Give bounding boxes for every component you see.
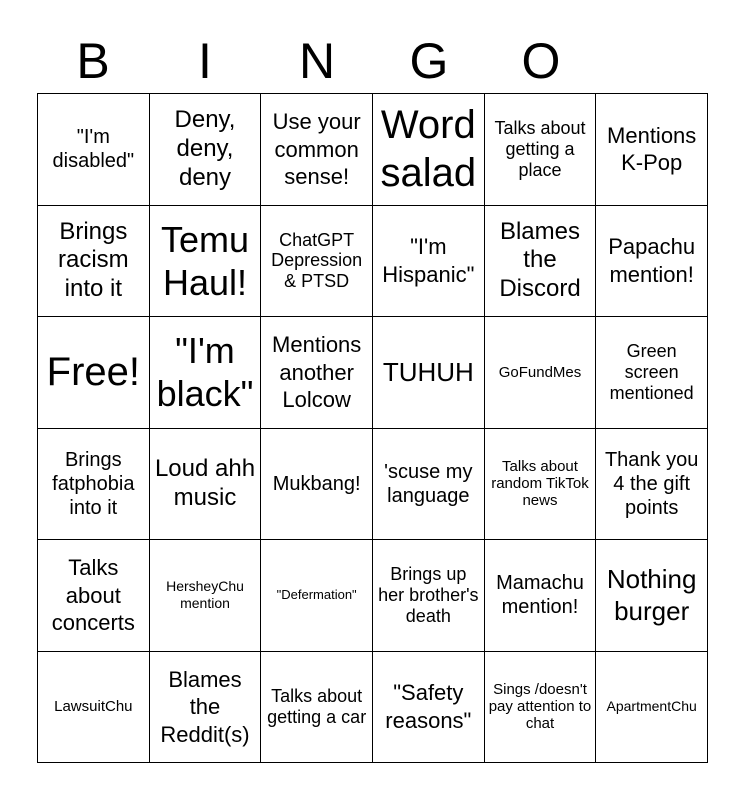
cell-text: Talks about random TikTok news — [491, 457, 589, 510]
cell-text: Blames the Reddit(s) — [160, 666, 250, 747]
cell-text: "I'm disabled" — [52, 126, 135, 173]
cell-text: "Defermation" — [276, 587, 357, 603]
bingo-cell[interactable] — [373, 652, 485, 764]
bingo-header — [37, 30, 708, 92]
bingo-cell[interactable] — [485, 94, 597, 206]
cell-text: Brings up her brother's death — [378, 564, 479, 626]
cell-text: Sings /doesn't pay attention to chat — [488, 680, 592, 733]
cell-text: Brings racism into it — [57, 217, 129, 303]
bingo-cell[interactable] — [261, 429, 373, 541]
cell-text: LawsuitChu — [54, 698, 133, 716]
cell-text: Mukbang! — [272, 472, 361, 495]
bingo-cell[interactable] — [261, 652, 373, 764]
bingo-cell[interactable] — [596, 429, 708, 541]
bingo-cell[interactable] — [150, 206, 262, 318]
cell-text: Talks about concerts — [51, 555, 135, 635]
header-letter-o: O — [521, 33, 561, 89]
bingo-cell[interactable] — [38, 206, 150, 318]
bingo-cell[interactable] — [261, 94, 373, 206]
bingo-cell[interactable] — [485, 429, 597, 541]
bingo-cell[interactable] — [373, 540, 485, 652]
cell-text: Blames the Discord — [499, 217, 581, 303]
bingo-cell[interactable] — [596, 652, 708, 764]
header-letter-b: B — [76, 33, 110, 89]
bingo-grid — [37, 93, 708, 763]
header-letter-g: G — [409, 33, 449, 89]
bingo-cell[interactable] — [150, 429, 262, 541]
cell-text: Free! — [46, 350, 140, 395]
bingo-cell[interactable] — [38, 652, 150, 764]
cell-text: "I'm Hispanic" — [382, 234, 475, 287]
bingo-cell[interactable] — [485, 317, 597, 429]
bingo-cell[interactable] — [596, 94, 708, 206]
bingo-cell[interactable] — [261, 540, 373, 652]
cell-text: Papachu mention! — [608, 234, 696, 287]
cell-text: Loud ahh music — [154, 454, 256, 511]
bingo-cell[interactable] — [150, 540, 262, 652]
bingo-cell[interactable] — [485, 540, 597, 652]
cell-text: HersheyChu mention — [166, 578, 244, 612]
cell-text: Mentions another Lolcow — [272, 332, 362, 412]
bingo-cell[interactable] — [485, 206, 597, 318]
cell-text: Talks about getting a car — [267, 686, 367, 727]
cell-text: Nothing burger — [606, 563, 697, 627]
cell-text: Deny, deny, deny — [174, 106, 236, 191]
bingo-cell[interactable] — [150, 94, 262, 206]
cell-text: Word salad — [380, 103, 477, 196]
bingo-cell[interactable] — [261, 206, 373, 318]
cell-text: 'scuse my language — [384, 460, 473, 507]
cell-text: Temu Haul! — [160, 218, 249, 303]
cell-text: "Safety reasons" — [385, 680, 472, 733]
cell-text: Mamachu mention! — [496, 572, 584, 619]
cell-text: "I'm black" — [156, 330, 254, 415]
cell-text: ChatGPT Depression & PTSD — [271, 229, 363, 292]
cell-text: Brings fatphobia into it — [52, 448, 135, 519]
bingo-cell[interactable] — [373, 94, 485, 206]
cell-text: TUHUH — [382, 357, 474, 387]
bingo-cell[interactable] — [38, 540, 150, 652]
cell-text: GoFundMes — [498, 363, 582, 381]
cell-text: Thank you 4 the gift points — [604, 448, 699, 519]
bingo-cell[interactable] — [150, 652, 262, 764]
bingo-cell[interactable] — [38, 429, 150, 541]
cell-text: Mentions K-Pop — [607, 122, 697, 176]
cell-text: Green screen mentioned — [609, 341, 694, 403]
header-letter-i: I — [198, 33, 212, 89]
bingo-cell[interactable] — [38, 317, 150, 429]
bingo-cell[interactable] — [596, 206, 708, 318]
bingo-cell[interactable] — [38, 94, 150, 206]
bingo-cell[interactable] — [596, 317, 708, 429]
bingo-cell[interactable] — [373, 317, 485, 429]
cell-text: Talks about getting a place — [494, 118, 586, 180]
bingo-cell[interactable] — [596, 540, 708, 652]
bingo-cell[interactable] — [150, 317, 262, 429]
cell-text: Use your common sense! — [272, 109, 361, 189]
bingo-cell[interactable] — [485, 652, 597, 764]
bingo-cell[interactable] — [373, 429, 485, 541]
bingo-cell[interactable] — [261, 317, 373, 429]
header-letter-n: N — [298, 33, 336, 89]
bingo-cell[interactable] — [373, 206, 485, 318]
cell-text: ApartmentChu — [606, 698, 697, 715]
